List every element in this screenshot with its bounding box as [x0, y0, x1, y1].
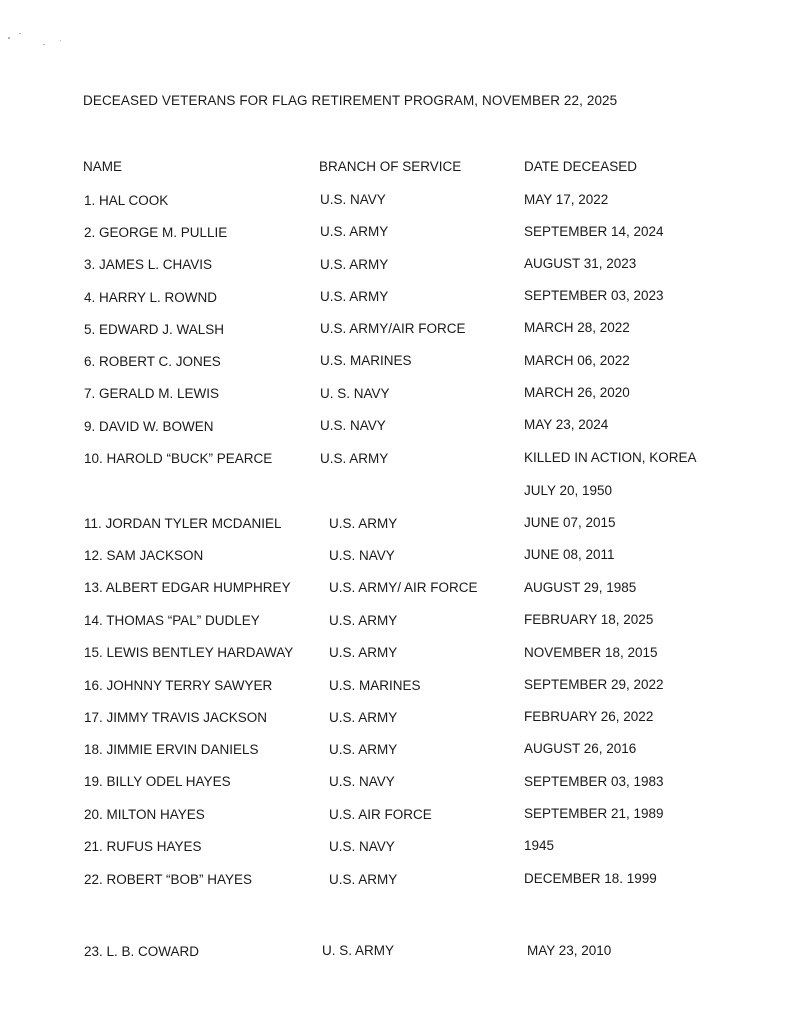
row-branch: U.S. ARMY — [329, 710, 398, 725]
row-branch: U.S. ARMY/ AIR FORCE — [329, 580, 478, 595]
row-name: 17. JIMMY TRAVIS JACKSON — [84, 710, 268, 725]
row-name: 22. ROBERT “BOB” HAYES — [84, 872, 253, 887]
row-date: SEPTEMBER 03, 1983 — [524, 774, 664, 789]
row-name: 16. JOHNNY TERRY SAWYER — [84, 678, 273, 693]
row-branch: U.S. ARMY — [329, 645, 398, 660]
row-name: 7. GERALD M. LEWIS — [84, 386, 220, 401]
row-name: 18. JIMMIE ERVIN DANIELS — [84, 742, 259, 757]
row-name: 9. DAVID W. BOWEN — [84, 419, 214, 434]
row-date: JUNE 08, 2011 — [524, 547, 615, 562]
row-name: 14. THOMAS “PAL” DUDLEY — [84, 613, 260, 628]
scan-speck — [19, 33, 21, 34]
row-date-continued: JULY 20, 1950 — [524, 483, 613, 498]
row-date: AUGUST 26, 2016 — [524, 741, 637, 756]
row-name: 19. BILLY ODEL HAYES — [84, 774, 231, 789]
row-branch: U.S. NAVY — [320, 192, 386, 207]
row-date: AUGUST 29, 1985 — [524, 580, 637, 595]
row-branch: U.S. ARMY/AIR FORCE — [320, 321, 466, 336]
row-name: 3. JAMES L. CHAVIS — [84, 257, 213, 272]
row-branch: U.S. AIR FORCE — [329, 807, 432, 822]
row-date: SEPTEMBER 14, 2024 — [524, 224, 664, 239]
row-branch: U.S. ARMY — [320, 224, 389, 239]
scan-speck — [43, 44, 45, 45]
row-date: MAY 17, 2022 — [524, 192, 609, 207]
row-name: 12. SAM JACKSON — [84, 548, 204, 563]
row-branch: U.S. ARMY — [329, 516, 398, 531]
row-date: MAY 23, 2010 — [527, 943, 612, 958]
row-name: 4. HARRY L. ROWND — [84, 290, 218, 305]
header-branch: BRANCH OF SERVICE — [319, 159, 462, 174]
row-name: 23. L. B. COWARD — [84, 944, 200, 959]
row-date: DECEMBER 18. 1999 — [524, 871, 657, 886]
row-date: NOVEMBER 18, 2015 — [524, 645, 658, 660]
row-name: 11. JORDAN TYLER MCDANIEL — [84, 516, 282, 531]
row-name: 13. ALBERT EDGAR HUMPHREY — [84, 580, 291, 595]
row-branch: U. S. ARMY — [322, 943, 395, 958]
row-date: FEBRUARY 26, 2022 — [524, 709, 654, 724]
row-branch: U.S. MARINES — [320, 353, 412, 368]
row-name: 15. LEWIS BENTLEY HARDAWAY — [84, 645, 294, 660]
row-branch: U.S. ARMY — [329, 872, 398, 887]
row-date: MARCH 26, 2020 — [524, 385, 630, 400]
row-branch: U.S. ARMY — [329, 613, 398, 628]
document-title: DECEASED VETERANS FOR FLAG RETIREMENT PROGRAM, NOVEMBER 22, 2025 — [83, 93, 618, 108]
row-branch: U.S. NAVY — [329, 774, 395, 789]
row-date: SEPTEMBER 21, 1989 — [524, 806, 664, 821]
row-branch: U.S. ARMY — [320, 257, 389, 272]
row-branch: U.S. NAVY — [329, 839, 395, 854]
row-name: 10. HAROLD “BUCK” PEARCE — [84, 451, 273, 466]
row-name: 6. ROBERT C. JONES — [84, 354, 221, 369]
header-date: DATE DECEASED — [524, 159, 638, 174]
row-branch: U.S. NAVY — [320, 418, 386, 433]
row-date: MARCH 06, 2022 — [524, 353, 630, 368]
scan-speck — [60, 40, 61, 41]
scan-speck — [8, 37, 10, 39]
row-branch: U.S. ARMY — [320, 451, 389, 466]
row-name: 2. GEORGE M. PULLIE — [84, 225, 228, 240]
row-date: SEPTEMBER 29, 2022 — [524, 677, 664, 692]
row-branch: U.S. ARMY — [329, 742, 398, 757]
row-name: 5. EDWARD J. WALSH — [84, 322, 225, 337]
row-date: JUNE 07, 2015 — [524, 515, 616, 530]
row-branch: U.S. MARINES — [329, 678, 421, 693]
header-name: NAME — [83, 159, 123, 174]
row-branch: U. S. NAVY — [320, 386, 390, 401]
row-date: 1945 — [524, 838, 555, 853]
row-date: KILLED IN ACTION, KOREA — [524, 450, 697, 465]
row-date: AUGUST 31, 2023 — [524, 256, 637, 271]
row-branch: U.S. NAVY — [329, 548, 395, 563]
row-name: 20. MILTON HAYES — [84, 807, 205, 822]
row-date: FEBRUARY 18, 2025 — [524, 612, 654, 627]
row-date: MARCH 28, 2022 — [524, 320, 630, 335]
row-date: SEPTEMBER 03, 2023 — [524, 288, 664, 303]
row-branch: U.S. ARMY — [320, 289, 389, 304]
row-name: 21. RUFUS HAYES — [84, 839, 202, 854]
row-name: 1. HAL COOK — [84, 193, 169, 208]
row-date: MAY 23, 2024 — [524, 417, 609, 432]
